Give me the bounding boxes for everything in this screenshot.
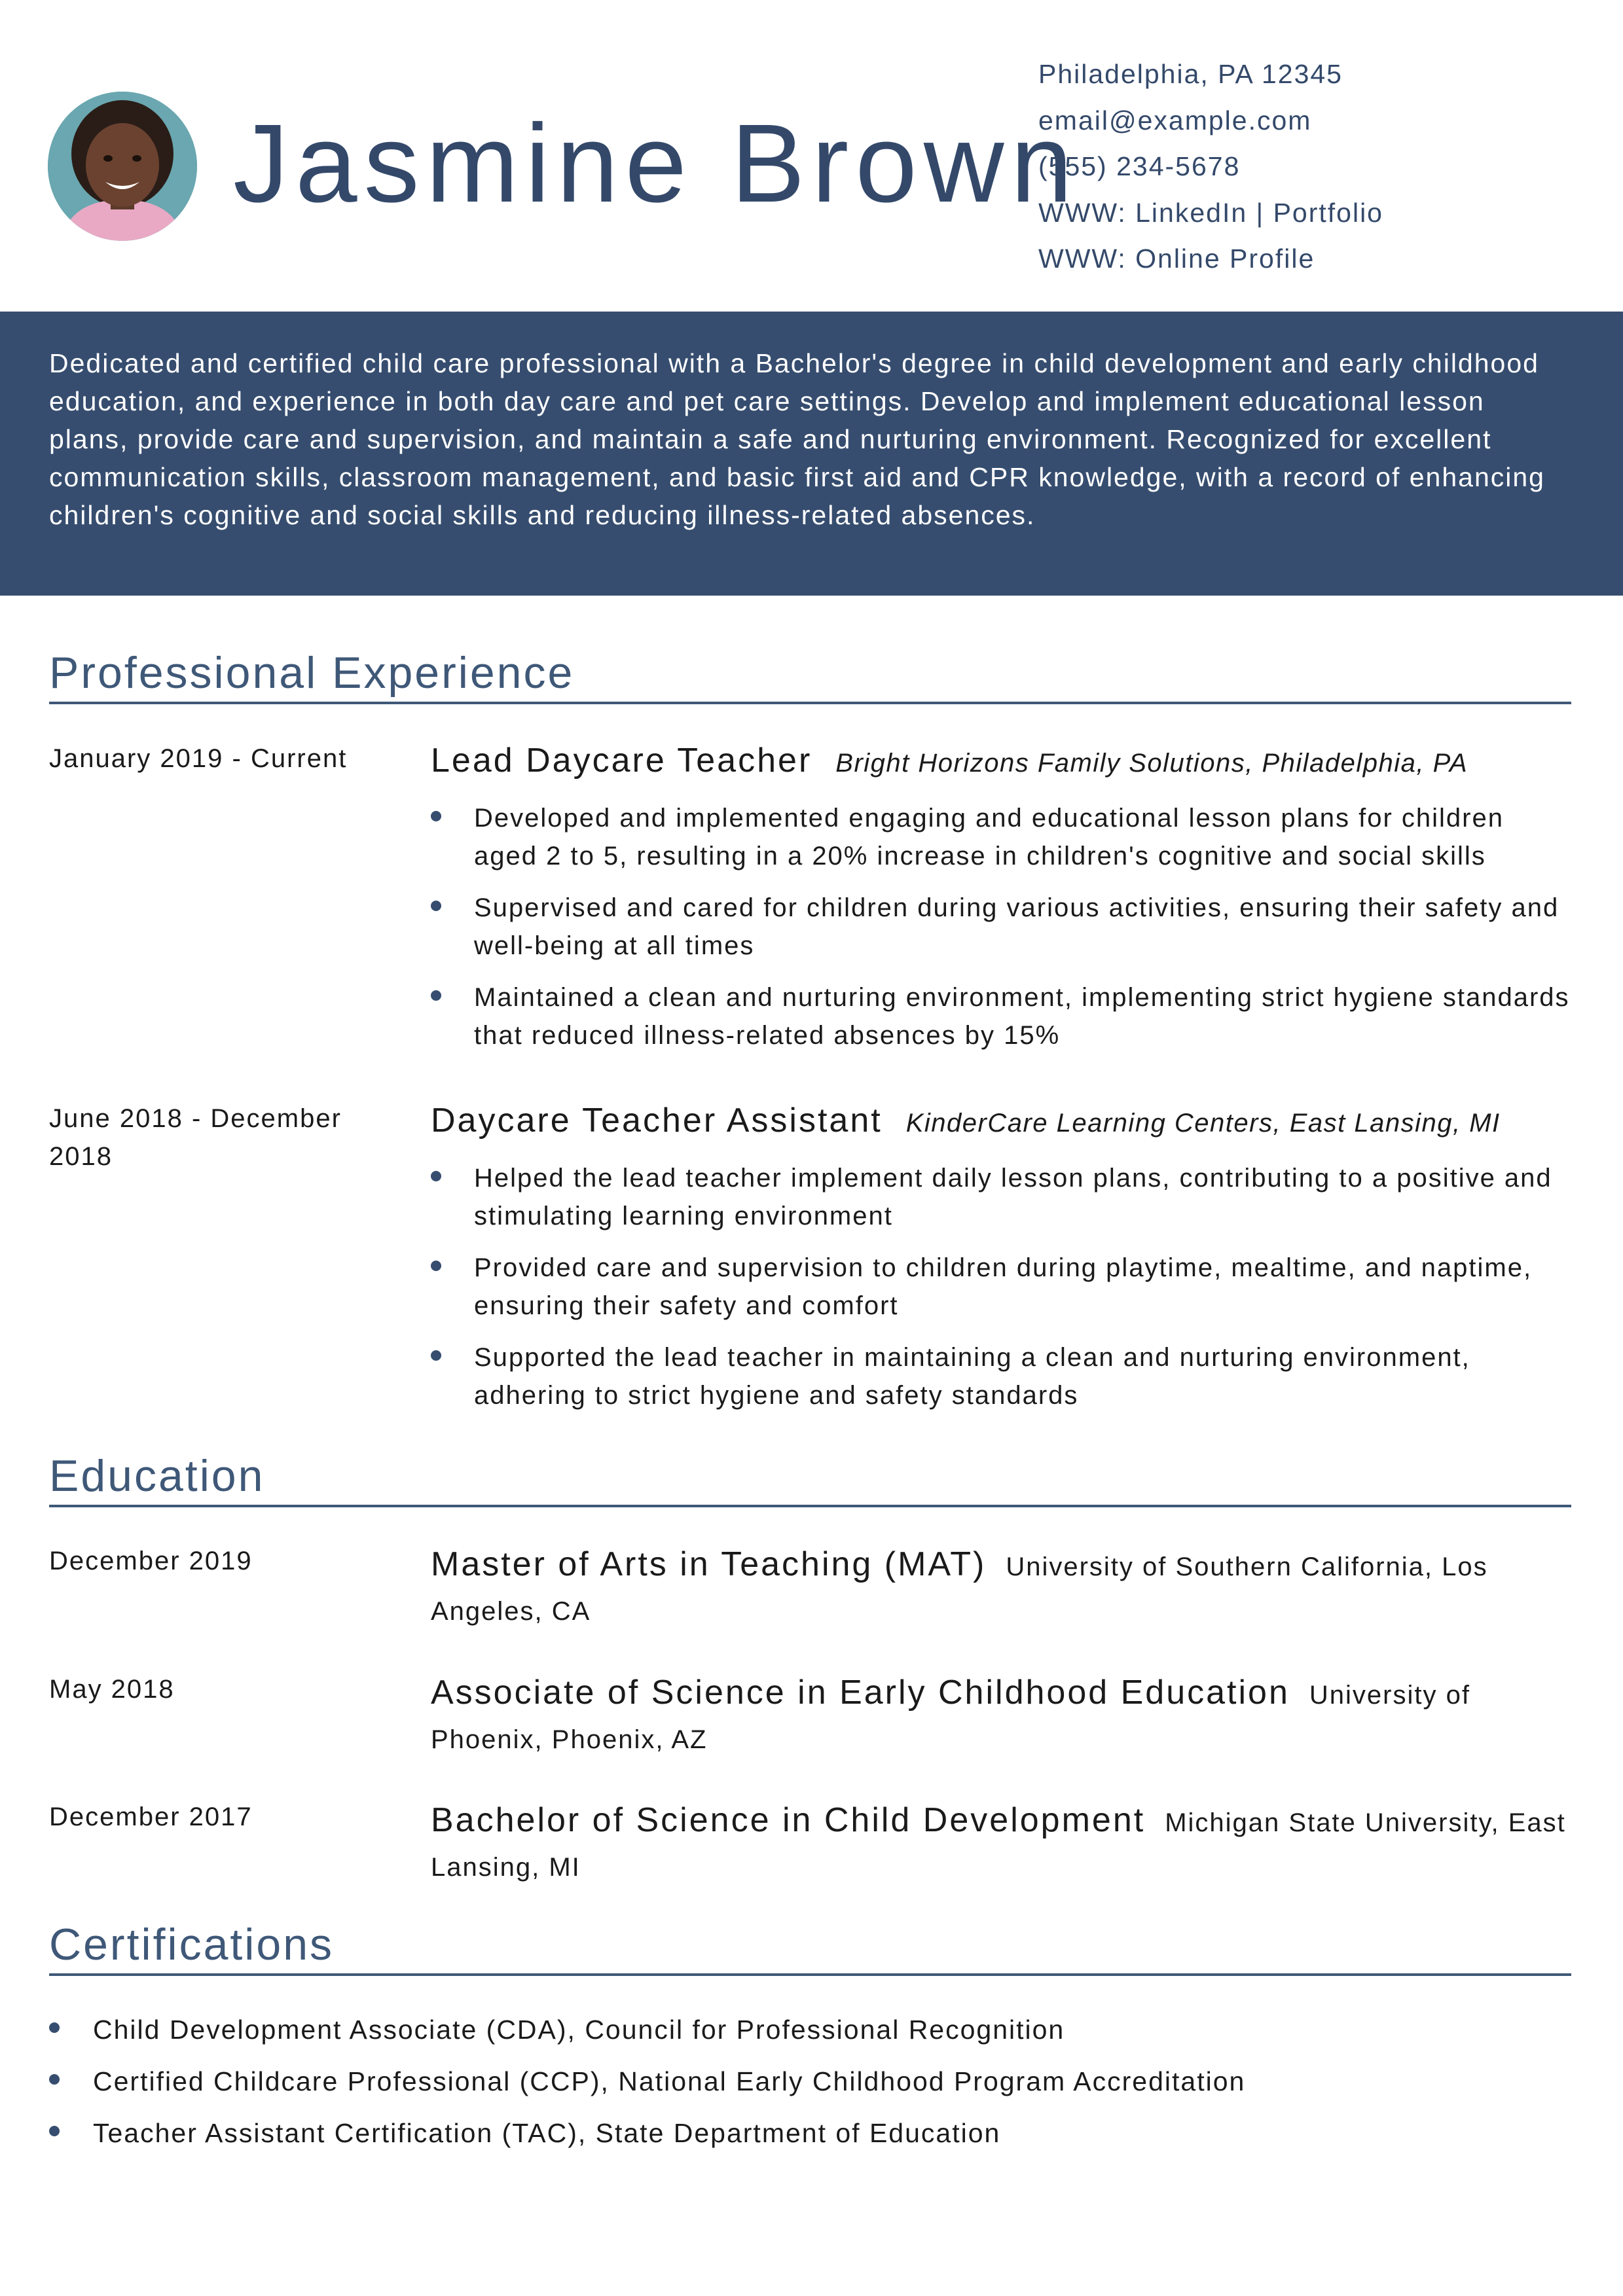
job-bullets [431,799,1573,1054]
certifications-heading: Certifications [49,1918,1571,1976]
contact-address: Philadelphia, PA 12345 [1038,59,1343,89]
list-item: Supervised and cared for children during various activities, ensuring their safety and well-being at all times [431,889,1573,965]
experience-heading: Professional Experience [49,647,1571,704]
contact-info [1038,51,1601,282]
list-item: Teacher Assistant Certification (TAC), State Department of Education [49,2114,1575,2152]
list-item: Helped the lead teacher implement daily lesson plans, contributing to a positive and stimulating learning environment [431,1159,1573,1235]
job-role: Lead Daycare Teacher [431,742,812,780]
list-item: Child Development Associate (CDA), Council for Professional Recognition [49,2011,1575,2049]
job-dates: June 2018 - December 2018 [49,1104,342,1171]
school-name: Michigan State University, East Lansing, MI [431,1808,1566,1882]
job-company: KinderCare Learning Centers, East Lansing, MI [905,1109,1501,1138]
education-heading: Education [49,1450,1571,1507]
list-item: Provided care and supervision to children during playtime, mealtime, and naptime, ensuring their safety and comfort [431,1249,1573,1325]
cert-bullets [49,2011,1575,2152]
job-header [431,1098,1573,1145]
education-entry [431,1670,1573,1762]
contact-email[interactable]: email@example.com [1038,105,1312,135]
education-entry [431,1798,1573,1890]
job-company: Bright Horizons Family Solutions, Philadelphia, PA [835,749,1468,778]
education-date: December 2019 [49,1547,253,1575]
job-header [431,738,1573,785]
contact-links[interactable]: WWW: LinkedIn | Portfolio [1038,197,1383,228]
education-entry [431,1542,1573,1634]
education-date: December 2017 [49,1803,253,1831]
job-bullets [431,1159,1573,1414]
list-item: Maintained a clean and nurturing environment, implementing strict hygiene standards that reduced illness-related absences by 15% [431,978,1573,1054]
portrait-image [48,92,197,241]
job-role: Daycare Teacher Assistant [431,1102,883,1139]
list-item: Supported the lead teacher in maintaining a clean and nurturing environment, adhering to strict hygiene and safety standards [431,1338,1573,1414]
summary-band [0,312,1623,596]
profile-photo [48,92,197,241]
degree-name: Bachelor of Science in Child Development [431,1801,1146,1839]
school-name: University of Southern California, Los Angeles, CA [431,1552,1488,1626]
list-item: Developed and implemented engaging and educational lesson plans for children aged 2 to 5, resulting in a 20% increase in children's cognitive and social skills [431,799,1573,875]
job-entry [431,738,1573,1054]
summary-text: Dedicated and certified child care professional with a Bachelor's degree in child development and early childhood education, and experience in both day care and pet care settings. Develop and implement educational lesson plans, provide care and supervision, and maintain a safe and nurturing environment. Recognized for excellent communication skills, classroom management, and basic first aid and CPR knowledge, with a record of enhancing children's cognitive and social skills and reducing illness-related absences. [49,348,1545,530]
education-date: May 2018 [49,1675,175,1704]
contact-online-profile[interactable]: WWW: Online Profile [1038,243,1315,274]
degree-name: Associate of Science in Early Childhood Education [431,1674,1290,1712]
certifications-list [49,2011,1575,2166]
job-dates: January 2019 - Current [49,744,348,773]
degree-name: Master of Arts in Teaching (MAT) [431,1545,987,1583]
contact-phone[interactable]: (555) 234-5678 [1038,151,1241,181]
job-entry [431,1098,1573,1414]
list-item: Certified Childcare Professional (CCP), National Early Childhood Program Accreditation [49,2062,1575,2100]
candidate-name: Jasmine Brown [233,101,1080,226]
school-name: University of Phoenix, Phoenix, AZ [431,1681,1470,1754]
